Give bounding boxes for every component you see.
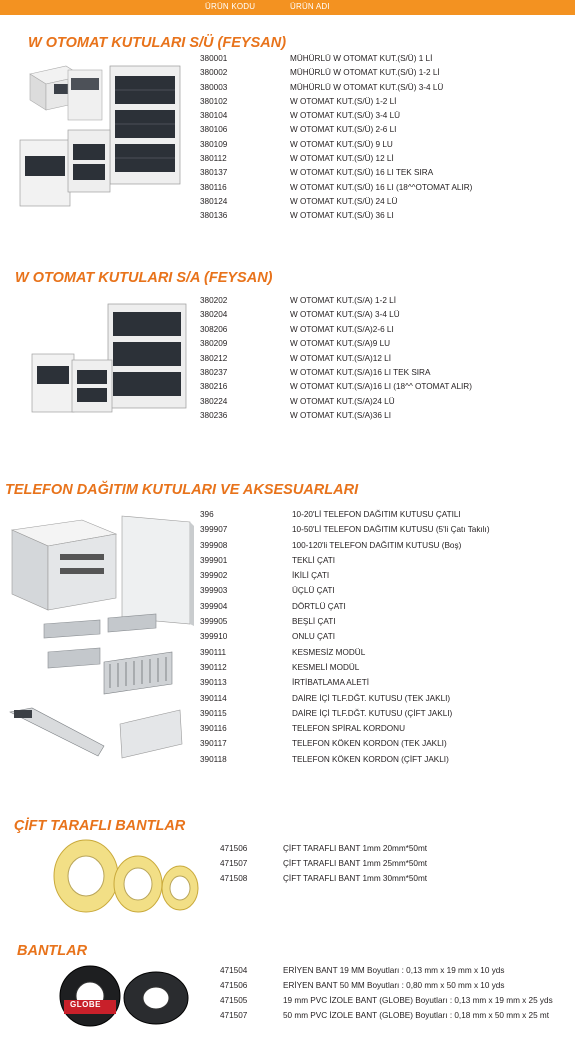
- product-name: BEŞLİ ÇATI: [292, 617, 336, 627]
- product-list-cift-tarafli: [220, 844, 427, 889]
- list-item: [200, 140, 472, 154]
- product-name: W OTOMAT KUT.(S/A)24 LÜ: [290, 396, 395, 406]
- product-code: 380236: [200, 411, 228, 421]
- product-list-sa: [200, 296, 472, 426]
- list-item: [200, 83, 472, 97]
- list-item: [200, 310, 472, 324]
- product-code: 390111: [200, 647, 227, 657]
- product-list-telefon: [200, 510, 490, 770]
- list-item: [220, 1011, 553, 1026]
- product-name: W OTOMAT KUT.(S/A) 3-4 LÜ: [290, 310, 400, 320]
- list-item: [200, 617, 490, 632]
- product-name: ERİYEN BANT 50 MM Boyutları : 0,80 mm x 50 mm x 10 yds: [283, 981, 505, 990]
- product-code-column-header: ÜRÜN KODU: [205, 2, 256, 11]
- product-code: 471507: [220, 859, 248, 868]
- list-item: [200, 339, 472, 353]
- product-name: W OTOMAT KUT.(S/Ü) 16 LI (18^^OTOMAT ALIR): [290, 182, 473, 192]
- product-name: TELEFON KÖKEN KORDON (ÇİFT JAKLI): [292, 754, 449, 764]
- product-code: 380209: [200, 339, 228, 349]
- list-item: [200, 183, 472, 197]
- list-item: [200, 325, 472, 339]
- product-code: 380212: [200, 353, 228, 363]
- list-item: [200, 211, 472, 225]
- list-item: [200, 296, 472, 310]
- list-item: [200, 541, 490, 556]
- product-code: 380124: [200, 196, 228, 206]
- product-name: W OTOMAT KUT.(S/Ü) 12 Lİ: [290, 154, 394, 164]
- list-item: [220, 859, 427, 874]
- product-name: ÇİFT TARAFLI BANT 1mm 25mm*50mt: [283, 859, 428, 868]
- product-code: 399910: [200, 632, 228, 642]
- list-item: [220, 844, 427, 859]
- product-code: 380002: [200, 68, 228, 78]
- product-name: W OTOMAT KUT.(S/Ü) 2-6 LI: [290, 125, 397, 135]
- list-item: [200, 197, 472, 211]
- list-item: [200, 556, 490, 571]
- product-code: 471505: [220, 996, 248, 1005]
- list-item: [200, 54, 472, 68]
- product-code: 390112: [200, 662, 227, 672]
- product-name: MÜHÜRLÜ W OTOMAT KUT.(S/Ü) 1-2 Lİ: [290, 68, 440, 78]
- product-code: 471506: [220, 844, 248, 853]
- telephone-distribution-box-image: [4, 512, 196, 774]
- list-item: [200, 709, 490, 724]
- list-item: [200, 724, 490, 739]
- double-sided-tape-image: [50, 838, 200, 918]
- product-list-su: [200, 54, 472, 226]
- product-code: 471504: [220, 966, 248, 975]
- product-code: 380109: [200, 139, 228, 149]
- product-name: DAİRE İÇİ TLF.DĞT. KUTUSU (ÇİFT JAKLI): [292, 708, 453, 718]
- list-item: [200, 586, 490, 601]
- product-code: 399903: [200, 586, 228, 596]
- product-code: 380116: [200, 182, 227, 192]
- product-name: 10-20'Lİ TELEFON DAĞITIM KUTUSU ÇATILI: [292, 510, 461, 519]
- product-code: 380137: [200, 168, 228, 178]
- list-item: [200, 663, 490, 678]
- section-title-telefon: TELEFON DAĞITIM KUTULARI VE AKSESUARLARI: [5, 482, 359, 498]
- product-code: 390118: [200, 754, 227, 764]
- list-item: [200, 694, 490, 709]
- product-code: 380136: [200, 211, 228, 221]
- product-name: MÜHÜRLÜ W OTOMAT KUT.(S/Ü) 3-4 LÜ: [290, 82, 444, 92]
- product-name: W OTOMAT KUT.(S/A)36 LI: [290, 411, 391, 421]
- product-code: 380104: [200, 111, 228, 121]
- section-title-w-otomat-sa: W OTOMAT KUTULARI S/A (FEYSAN): [15, 270, 273, 286]
- product-code: 380216: [200, 382, 228, 392]
- product-name: DÖRTLÜ ÇATI: [292, 601, 346, 611]
- list-item: [200, 97, 472, 111]
- list-item: [200, 510, 490, 525]
- product-code: 380112: [200, 154, 227, 164]
- product-code: 380204: [200, 310, 228, 320]
- list-item: [200, 354, 472, 368]
- product-code: 399902: [200, 571, 228, 581]
- list-item: [200, 602, 490, 617]
- product-name: W OTOMAT KUT.(S/Ü) 16 LI TEK SIRA: [290, 168, 434, 178]
- product-name: KESMELİ MODÜL: [292, 662, 360, 672]
- product-name: 100-120'li TELEFON DAĞITIM KUTUSU (Boş): [292, 540, 462, 550]
- distribution-box-su-image: [18, 62, 188, 212]
- section-title-w-otomat-su: W OTOMAT KUTULARI S/Ü (FEYSAN): [28, 35, 287, 51]
- product-code: 399901: [200, 555, 228, 565]
- product-name: İKİLİ ÇATI: [292, 571, 330, 581]
- product-code: 390116: [200, 724, 227, 734]
- product-name: TELEFON SPİRAL KORDONU: [292, 724, 405, 734]
- product-name: W OTOMAT KUT.(S/A)2-6 LI: [290, 324, 394, 334]
- product-name: W OTOMAT KUT.(S/Ü) 24 LÜ: [290, 196, 398, 206]
- table-header-bar: [0, 0, 575, 15]
- section-title-bantlar: BANTLAR: [17, 943, 88, 959]
- product-name: İRTİBATLAMA ALETİ: [292, 678, 370, 688]
- product-name: 10-50'Lİ TELEFON DAĞITIM KUTUSU (5'li Çatı Takılı): [292, 525, 490, 535]
- product-code: 399908: [200, 540, 228, 550]
- product-name: W OTOMAT KUT.(S/Ü) 9 LU: [290, 139, 393, 149]
- product-code: 380237: [200, 367, 228, 377]
- product-name: ÇİFT TARAFLI BANT 1mm 30mm*50mt: [283, 874, 428, 883]
- list-item: [200, 739, 490, 754]
- list-item: [200, 111, 472, 125]
- list-item: [200, 168, 472, 182]
- list-item: [200, 68, 472, 82]
- product-name-column-header: ÜRÜN ADI: [290, 2, 330, 11]
- product-name: ÜÇLÜ ÇATI: [292, 586, 335, 596]
- product-code: 308206: [200, 324, 228, 334]
- product-name: MÜHÜRLÜ W OTOMAT KUT.(S/Ü) 1 Lİ: [290, 54, 433, 63]
- product-code: 471506: [220, 981, 248, 990]
- section-title-cift-tarafli-bantlar: ÇİFT TARAFLI BANTLAR: [14, 818, 186, 834]
- list-item: [200, 571, 490, 586]
- product-name: KESMESİZ MODÜL: [292, 647, 366, 657]
- list-item: [200, 678, 490, 693]
- globe-brand-mark: GLOBE: [70, 1000, 101, 1009]
- list-item: [200, 368, 472, 382]
- product-name: W OTOMAT KUT.(S/Ü) 1-2 Lİ: [290, 96, 397, 106]
- product-name: 19 mm PVC İZOLE BANT (GLOBE) Boyutları : 0,13 mm x 19 mm x 25 yds: [283, 996, 553, 1005]
- product-name: ONLU ÇATI: [292, 632, 336, 642]
- list-item: [200, 397, 472, 411]
- product-name: W OTOMAT KUT.(S/A)9 LU: [290, 339, 391, 349]
- product-name: ERİYEN BANT 19 MM Boyutları : 0,13 mm x 19 mm x 10 yds: [283, 966, 505, 975]
- product-name: DAİRE İÇİ TLF.DĞT. KUTUSU (TEK JAKLI): [292, 693, 451, 703]
- product-code: 471507: [220, 1011, 248, 1020]
- list-item: [220, 981, 553, 996]
- product-name: W OTOMAT KUT.(S/Ü) 36 LI: [290, 211, 394, 221]
- list-item: [200, 755, 490, 770]
- distribution-box-sa-image: [28, 298, 190, 420]
- list-item: [200, 382, 472, 396]
- product-name: TELEFON KÖKEN KORDON (TEK JAKLI): [292, 739, 447, 749]
- product-code: 380102: [200, 96, 228, 106]
- product-code: 380003: [200, 82, 228, 92]
- product-name: W OTOMAT KUT.(S/A) 1-2 Lİ: [290, 296, 396, 305]
- product-code: 390115: [200, 708, 227, 718]
- product-name: W OTOMAT KUT.(S/Ü) 3-4 LÜ: [290, 111, 401, 121]
- product-code: 380224: [200, 396, 228, 406]
- product-code: 399904: [200, 601, 228, 611]
- list-item: [200, 632, 490, 647]
- product-name: W OTOMAT KUT.(S/A)12 Lİ: [290, 353, 391, 363]
- product-name: 50 mm PVC İZOLE BANT (GLOBE) Boyutları : 0,18 mm x 50 mm x 25 mt: [283, 1011, 550, 1020]
- product-name: ÇİFT TARAFLI BANT 1mm 20mm*50mt: [283, 844, 428, 853]
- list-item: [220, 996, 553, 1011]
- product-code: 396: [200, 510, 214, 519]
- product-name: W OTOMAT KUT.(S/A)16 LI TEK SIRA: [290, 367, 431, 377]
- list-item: [200, 411, 472, 425]
- list-item: [200, 648, 490, 663]
- product-name: W OTOMAT KUT.(S/A)16 LI (18^^ OTOMAT ALIR): [290, 382, 472, 392]
- product-code: 471508: [220, 874, 248, 883]
- list-item: [200, 154, 472, 168]
- product-code: 399907: [200, 525, 228, 535]
- list-item: [220, 874, 427, 889]
- list-item: [200, 525, 490, 540]
- product-code: 390113: [200, 678, 227, 688]
- insulation-tape-image: [56, 962, 196, 1028]
- product-code: 380001: [200, 54, 228, 63]
- product-code: 380106: [200, 125, 228, 135]
- product-list-bantlar: [220, 966, 553, 1026]
- list-item: [200, 125, 472, 139]
- product-code: 390117: [200, 739, 227, 749]
- product-code: 390114: [200, 693, 227, 703]
- product-code: 399905: [200, 617, 228, 627]
- product-code: 380202: [200, 296, 228, 305]
- list-item: [220, 966, 553, 981]
- product-name: TEKLİ ÇATI: [292, 555, 336, 565]
